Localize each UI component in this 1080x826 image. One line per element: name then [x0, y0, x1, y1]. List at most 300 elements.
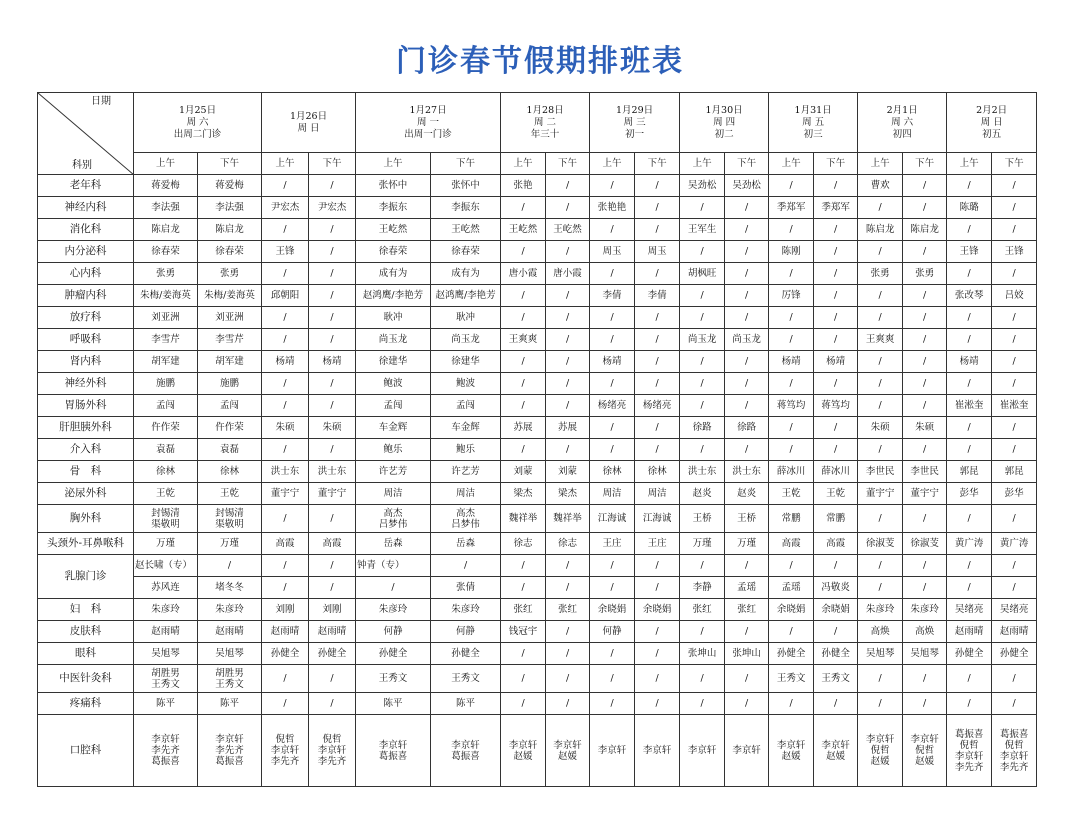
table-row — [38, 621, 1037, 643]
schedule-cell: / — [903, 395, 947, 417]
schedule-cell: / — [590, 175, 635, 197]
schedule-cell: 王桥 — [725, 505, 769, 533]
pm-header: 下午 — [546, 153, 590, 175]
schedule-cell: 赵炎 — [725, 483, 769, 505]
schedule-cell: / — [858, 555, 903, 577]
schedule-cell: 李振东 — [356, 197, 431, 219]
schedule-cell: / — [546, 643, 590, 665]
schedule-cell: / — [814, 241, 858, 263]
schedule-cell: / — [635, 351, 680, 373]
schedule-cell: / — [680, 307, 725, 329]
schedule-cell: / — [680, 285, 725, 307]
schedule-cell: 王锋 — [947, 241, 992, 263]
dept-name: 肝胆胰外科 — [38, 417, 134, 439]
schedule-cell: / — [992, 577, 1037, 599]
schedule-cell: 岳森 — [431, 533, 501, 555]
schedule-cell: 车金辉 — [356, 417, 431, 439]
schedule-cell: 李京轩 倪哲 赵媛 — [858, 715, 903, 787]
schedule-cell: 唐小霞 — [501, 263, 546, 285]
dept-name: 疼痛科 — [38, 693, 134, 715]
schedule-cell: / — [546, 693, 590, 715]
table-row — [38, 505, 1037, 533]
schedule-cell: 袁磊 — [134, 439, 198, 461]
schedule-cell: / — [309, 373, 356, 395]
schedule-cell: / — [680, 439, 725, 461]
schedule-cell: / — [903, 307, 947, 329]
schedule-cell: 孙健全 — [769, 643, 814, 665]
schedule-cell: 孙健全 — [262, 643, 309, 665]
schedule-cell: 魏祥举 — [501, 505, 546, 533]
dept-name: 泌尿外科 — [38, 483, 134, 505]
table-row — [38, 715, 1037, 787]
schedule-cell: 李倩 — [635, 285, 680, 307]
schedule-cell: 赵鸿鹰/李艳芳 — [356, 285, 431, 307]
schedule-cell: 周玉 — [635, 241, 680, 263]
schedule-cell: / — [546, 665, 590, 693]
schedule-cell: 周洁 — [635, 483, 680, 505]
schedule-cell: / — [262, 395, 309, 417]
schedule-cell: / — [903, 197, 947, 219]
schedule-cell: 梁杰 — [501, 483, 546, 505]
table-row — [38, 351, 1037, 373]
schedule-cell: 厉锋 — [769, 285, 814, 307]
schedule-cell: 倪哲 李京轩 李先齐 — [309, 715, 356, 787]
schedule-cell: 张红 — [680, 599, 725, 621]
table-row — [38, 643, 1037, 665]
schedule-cell: 冯敬炎 — [814, 577, 858, 599]
schedule-cell: / — [992, 417, 1037, 439]
schedule-cell: / — [903, 175, 947, 197]
schedule-cell: / — [309, 241, 356, 263]
schedule-cell: 李京轩 李先齐 葛振喜 — [134, 715, 198, 787]
schedule-cell: 吴旭琴 — [858, 643, 903, 665]
schedule-cell: 封锡清 渠敬明 — [134, 505, 198, 533]
schedule-cell: 朱硕 — [858, 417, 903, 439]
schedule-cell: 王桥 — [680, 505, 725, 533]
schedule-cell: / — [635, 307, 680, 329]
schedule-cell: 葛振喜 倪哲 李京轩 李先齐 — [947, 715, 992, 787]
schedule-cell: / — [725, 285, 769, 307]
schedule-cell: 季郑军 — [814, 197, 858, 219]
table-row — [38, 693, 1037, 715]
schedule-cell: / — [501, 665, 546, 693]
schedule-cell: 孟瑶 — [725, 577, 769, 599]
schedule-cell: / — [858, 577, 903, 599]
schedule-cell: / — [947, 439, 992, 461]
schedule-cell: 胡枫旺 — [680, 263, 725, 285]
schedule-cell: / — [546, 285, 590, 307]
schedule-cell: 洪士东 — [725, 461, 769, 483]
table-row — [38, 197, 1037, 219]
schedule-cell: 施鹏 — [198, 373, 262, 395]
schedule-cell: / — [590, 417, 635, 439]
schedule-cell: / — [590, 373, 635, 395]
schedule-cell: 李京轩 — [680, 715, 725, 787]
schedule-cell: 胡胜男 王秀文 — [198, 665, 262, 693]
schedule-cell: / — [725, 439, 769, 461]
am-header: 上午 — [947, 153, 992, 175]
schedule-cell: / — [903, 351, 947, 373]
schedule-cell: / — [680, 555, 725, 577]
schedule-cell: / — [947, 219, 992, 241]
schedule-cell: 吕姣 — [992, 285, 1037, 307]
pm-header: 下午 — [635, 153, 680, 175]
schedule-cell: / — [947, 329, 992, 351]
schedule-cell: 赵鸿鹰/李艳芳 — [431, 285, 501, 307]
schedule-cell: 常鹏 — [814, 505, 858, 533]
table-row — [38, 555, 1037, 577]
schedule-cell: / — [309, 395, 356, 417]
schedule-cell: 梁杰 — [546, 483, 590, 505]
schedule-cell: 朱梅/姜海英 — [134, 285, 198, 307]
schedule-cell: 王乾 — [814, 483, 858, 505]
schedule-cell: 徐林 — [134, 461, 198, 483]
schedule-cell: 赵雨晴 — [134, 621, 198, 643]
schedule-cell: 高焕 — [903, 621, 947, 643]
schedule-cell: 孙健全 — [356, 643, 431, 665]
schedule-cell: / — [356, 577, 431, 599]
schedule-cell: 王秀文 — [814, 665, 858, 693]
schedule-cell: 徐春荣 — [431, 241, 501, 263]
schedule-cell: 魏祥举 — [546, 505, 590, 533]
schedule-cell: / — [903, 577, 947, 599]
schedule-cell: / — [814, 175, 858, 197]
corner-dept-label: 科别 — [72, 160, 92, 171]
schedule-cell: / — [309, 693, 356, 715]
schedule-cell: 吴劲松 — [725, 175, 769, 197]
schedule-cell: / — [309, 175, 356, 197]
schedule-cell: 王秀文 — [356, 665, 431, 693]
schedule-cell: / — [903, 439, 947, 461]
schedule-cell: 王秀文 — [431, 665, 501, 693]
schedule-cell: / — [635, 665, 680, 693]
schedule-cell: 李京轩 赵媛 — [814, 715, 858, 787]
schedule-cell: / — [590, 693, 635, 715]
schedule-cell: / — [992, 665, 1037, 693]
dept-name: 内分泌科 — [38, 241, 134, 263]
schedule-cell: / — [501, 395, 546, 417]
schedule-cell: 郭昆 — [992, 461, 1037, 483]
schedule-cell: / — [262, 373, 309, 395]
schedule-cell: / — [903, 505, 947, 533]
schedule-cell: 赵雨晴 — [262, 621, 309, 643]
schedule-cell: / — [769, 329, 814, 351]
schedule-cell: / — [858, 197, 903, 219]
schedule-cell: 李京轩 葛振喜 — [431, 715, 501, 787]
schedule-cell: / — [635, 693, 680, 715]
am-header: 上午 — [590, 153, 635, 175]
am-header: 上午 — [501, 153, 546, 175]
schedule-cell: / — [262, 219, 309, 241]
schedule-cell: / — [725, 373, 769, 395]
table-row — [38, 285, 1037, 307]
schedule-cell: / — [725, 241, 769, 263]
schedule-cell: 孟闯 — [198, 395, 262, 417]
schedule-cell: 朱彦玲 — [134, 599, 198, 621]
day-header: 2月2日 周 日 初五 — [947, 93, 1037, 153]
schedule-cell: / — [262, 577, 309, 599]
schedule-cell: / — [309, 665, 356, 693]
table-row — [38, 241, 1037, 263]
schedule-cell: 杨靖 — [814, 351, 858, 373]
table-row — [38, 417, 1037, 439]
am-header: 上午 — [858, 153, 903, 175]
schedule-cell: 蒋爱梅 — [134, 175, 198, 197]
schedule-cell: / — [992, 505, 1037, 533]
schedule-cell: / — [814, 307, 858, 329]
schedule-cell: 高焕 — [858, 621, 903, 643]
schedule-cell: / — [947, 577, 992, 599]
schedule-cell: / — [590, 439, 635, 461]
schedule-cell: 高霞 — [262, 533, 309, 555]
schedule-cell: 万瑾 — [680, 533, 725, 555]
schedule-cell: / — [680, 373, 725, 395]
schedule-cell: 尚玉龙 — [356, 329, 431, 351]
schedule-cell: 张红 — [546, 599, 590, 621]
day-header: 1月26日 周 日 — [262, 93, 356, 153]
schedule-cell: 张怀中 — [356, 175, 431, 197]
schedule-cell: 蒋笃均 — [814, 395, 858, 417]
schedule-cell: 杨靖 — [769, 351, 814, 373]
schedule-cell: 赵雨晴 — [198, 621, 262, 643]
schedule-cell: 王爽爽 — [501, 329, 546, 351]
schedule-cell: 彭华 — [947, 483, 992, 505]
schedule-cell: 孟瑶 — [769, 577, 814, 599]
schedule-cell: 朱彦玲 — [198, 599, 262, 621]
schedule-cell: / — [769, 621, 814, 643]
schedule-cell: 江海诚 — [635, 505, 680, 533]
schedule-cell: / — [262, 439, 309, 461]
schedule-cell: 徐林 — [198, 461, 262, 483]
dept-name: 肾内科 — [38, 351, 134, 373]
schedule-cell: / — [501, 197, 546, 219]
schedule-cell: / — [814, 329, 858, 351]
schedule-cell: 王屹然 — [546, 219, 590, 241]
schedule-cell: 常鹏 — [769, 505, 814, 533]
schedule-cell: / — [903, 241, 947, 263]
schedule-cell: / — [814, 219, 858, 241]
schedule-cell: / — [501, 643, 546, 665]
dept-name: 口腔科 — [38, 715, 134, 787]
schedule-cell: 李京轩 — [590, 715, 635, 787]
schedule-cell: 吴绪亮 — [992, 599, 1037, 621]
schedule-cell: / — [546, 351, 590, 373]
schedule-cell: / — [309, 307, 356, 329]
schedule-cell: 王乾 — [134, 483, 198, 505]
schedule-cell: / — [262, 307, 309, 329]
schedule-cell: 李静 — [680, 577, 725, 599]
table-row — [38, 439, 1037, 461]
dept-name: 老年科 — [38, 175, 134, 197]
schedule-cell: / — [501, 307, 546, 329]
schedule-cell: 余晓娟 — [769, 599, 814, 621]
schedule-cell: 陈平 — [356, 693, 431, 715]
schedule-cell: 张红 — [725, 599, 769, 621]
schedule-cell: / — [680, 395, 725, 417]
schedule-cell: 李京轩 赵媛 — [501, 715, 546, 787]
schedule-cell: / — [858, 439, 903, 461]
schedule-cell: / — [725, 665, 769, 693]
schedule-cell: 耿冲 — [356, 307, 431, 329]
schedule-cell: 万瑾 — [725, 533, 769, 555]
schedule-cell: 李雪芹 — [198, 329, 262, 351]
schedule-cell: 李法强 — [198, 197, 262, 219]
schedule-cell: 何静 — [356, 621, 431, 643]
schedule-cell: 苏展 — [546, 417, 590, 439]
dept-name: 乳腺门诊 — [38, 555, 134, 599]
schedule-cell: / — [431, 555, 501, 577]
pm-header: 下午 — [431, 153, 501, 175]
schedule-cell: 仵作荣 — [198, 417, 262, 439]
schedule-cell: / — [590, 643, 635, 665]
schedule-cell: 王爽爽 — [858, 329, 903, 351]
schedule-cell: / — [992, 439, 1037, 461]
schedule-cell: 胡军建 — [198, 351, 262, 373]
schedule-cell: 赵长啸（专） — [134, 555, 198, 577]
schedule-cell: / — [590, 555, 635, 577]
schedule-cell: 董宇宁 — [309, 483, 356, 505]
schedule-cell: / — [590, 219, 635, 241]
schedule-cell: 孟闯 — [356, 395, 431, 417]
schedule-cell: / — [309, 285, 356, 307]
schedule-cell: / — [903, 693, 947, 715]
schedule-cell: 陈启龙 — [198, 219, 262, 241]
schedule-cell: / — [309, 263, 356, 285]
schedule-cell: 薛冰川 — [769, 461, 814, 483]
dept-name: 眼科 — [38, 643, 134, 665]
schedule-cell: 胡胜男 王秀文 — [134, 665, 198, 693]
schedule-cell: 季郑军 — [769, 197, 814, 219]
schedule-cell: 鲍波 — [356, 373, 431, 395]
am-header: 上午 — [769, 153, 814, 175]
schedule-cell: / — [501, 555, 546, 577]
schedule-cell: / — [501, 373, 546, 395]
schedule-cell: 李京轩 李先齐 葛振喜 — [198, 715, 262, 787]
schedule-cell: 徐春荣 — [356, 241, 431, 263]
schedule-cell: 尹宏杰 — [309, 197, 356, 219]
schedule-cell: 徐路 — [680, 417, 725, 439]
dept-name: 神经外科 — [38, 373, 134, 395]
schedule-cell: 李京轩 — [725, 715, 769, 787]
schedule-cell: / — [546, 307, 590, 329]
schedule-cell: 崔淞奎 — [992, 395, 1037, 417]
schedule-cell: 许艺芳 — [356, 461, 431, 483]
dept-name: 胸外科 — [38, 505, 134, 533]
schedule-cell: 耿冲 — [431, 307, 501, 329]
schedule-cell: 王乾 — [198, 483, 262, 505]
schedule-cell: 尚玉龙 — [431, 329, 501, 351]
schedule-cell: 吴旭琴 — [134, 643, 198, 665]
schedule-cell: / — [992, 329, 1037, 351]
schedule-cell: 赵炎 — [680, 483, 725, 505]
schedule-cell: / — [501, 439, 546, 461]
schedule-cell: 尚玉龙 — [725, 329, 769, 351]
schedule-cell: 高霞 — [309, 533, 356, 555]
schedule-cell: / — [814, 263, 858, 285]
schedule-cell: / — [546, 373, 590, 395]
schedule-cell: / — [590, 665, 635, 693]
schedule-cell: 王庄 — [590, 533, 635, 555]
schedule-cell: / — [635, 175, 680, 197]
schedule-cell: 高杰 吕梦伟 — [431, 505, 501, 533]
schedule-cell: / — [947, 417, 992, 439]
schedule-cell: / — [725, 307, 769, 329]
schedule-cell: 黄广涛 — [992, 533, 1037, 555]
schedule-cell: / — [947, 175, 992, 197]
schedule-cell: 蒋爱梅 — [198, 175, 262, 197]
schedule-cell: 徐路 — [725, 417, 769, 439]
schedule-cell: 陈启龙 — [903, 219, 947, 241]
pm-header: 下午 — [814, 153, 858, 175]
dept-name: 放疗科 — [38, 307, 134, 329]
schedule-cell: / — [680, 241, 725, 263]
schedule-cell: / — [680, 693, 725, 715]
schedule-cell: 朱硕 — [309, 417, 356, 439]
schedule-cell: / — [769, 219, 814, 241]
schedule-cell: / — [814, 555, 858, 577]
pm-header: 下午 — [725, 153, 769, 175]
schedule-cell: 许艺芳 — [431, 461, 501, 483]
schedule-cell: 陈平 — [431, 693, 501, 715]
am-header: 上午 — [134, 153, 198, 175]
schedule-cell: / — [858, 241, 903, 263]
schedule-cell: 堵冬冬 — [198, 577, 262, 599]
dept-name: 头颈外-耳鼻喉科 — [38, 533, 134, 555]
schedule-cell: 陈平 — [134, 693, 198, 715]
schedule-cell: 余晓娟 — [814, 599, 858, 621]
schedule-cell: 余晓娟 — [635, 599, 680, 621]
schedule-cell: 施鹏 — [134, 373, 198, 395]
schedule-cell: / — [992, 351, 1037, 373]
schedule-cell: / — [680, 665, 725, 693]
schedule-cell: / — [262, 665, 309, 693]
schedule-cell: / — [992, 175, 1037, 197]
schedule-cell: / — [814, 693, 858, 715]
schedule-cell: / — [590, 577, 635, 599]
schedule-cell: / — [309, 577, 356, 599]
table-row — [38, 175, 1037, 197]
schedule-cell: 蒋笃均 — [769, 395, 814, 417]
schedule-cell: / — [947, 307, 992, 329]
pm-header: 下午 — [309, 153, 356, 175]
schedule-cell: 胡军建 — [134, 351, 198, 373]
schedule-cell: / — [635, 329, 680, 351]
schedule-cell: 张红 — [501, 599, 546, 621]
schedule-cell: 徐建华 — [356, 351, 431, 373]
schedule-cell: 苏展 — [501, 417, 546, 439]
dept-name: 妇 科 — [38, 599, 134, 621]
schedule-cell: 刘亚洲 — [134, 307, 198, 329]
schedule-cell: 高霞 — [814, 533, 858, 555]
schedule-cell: / — [725, 395, 769, 417]
schedule-cell: 孙健全 — [431, 643, 501, 665]
schedule-cell: / — [501, 577, 546, 599]
schedule-cell: 倪哲 李京轩 李先齐 — [262, 715, 309, 787]
schedule-cell: 尚玉龙 — [680, 329, 725, 351]
schedule-cell: / — [769, 439, 814, 461]
schedule-cell: 刘刚 — [309, 599, 356, 621]
schedule-cell: 周洁 — [590, 483, 635, 505]
schedule-cell: / — [501, 285, 546, 307]
schedule-cell: 袁磊 — [198, 439, 262, 461]
schedule-cell: / — [992, 693, 1037, 715]
schedule-cell: / — [814, 285, 858, 307]
table-row — [38, 373, 1037, 395]
schedule-cell: / — [992, 373, 1037, 395]
schedule-cell: 王屹然 — [501, 219, 546, 241]
schedule-cell: 李世民 — [903, 461, 947, 483]
schedule-cell: / — [903, 373, 947, 395]
